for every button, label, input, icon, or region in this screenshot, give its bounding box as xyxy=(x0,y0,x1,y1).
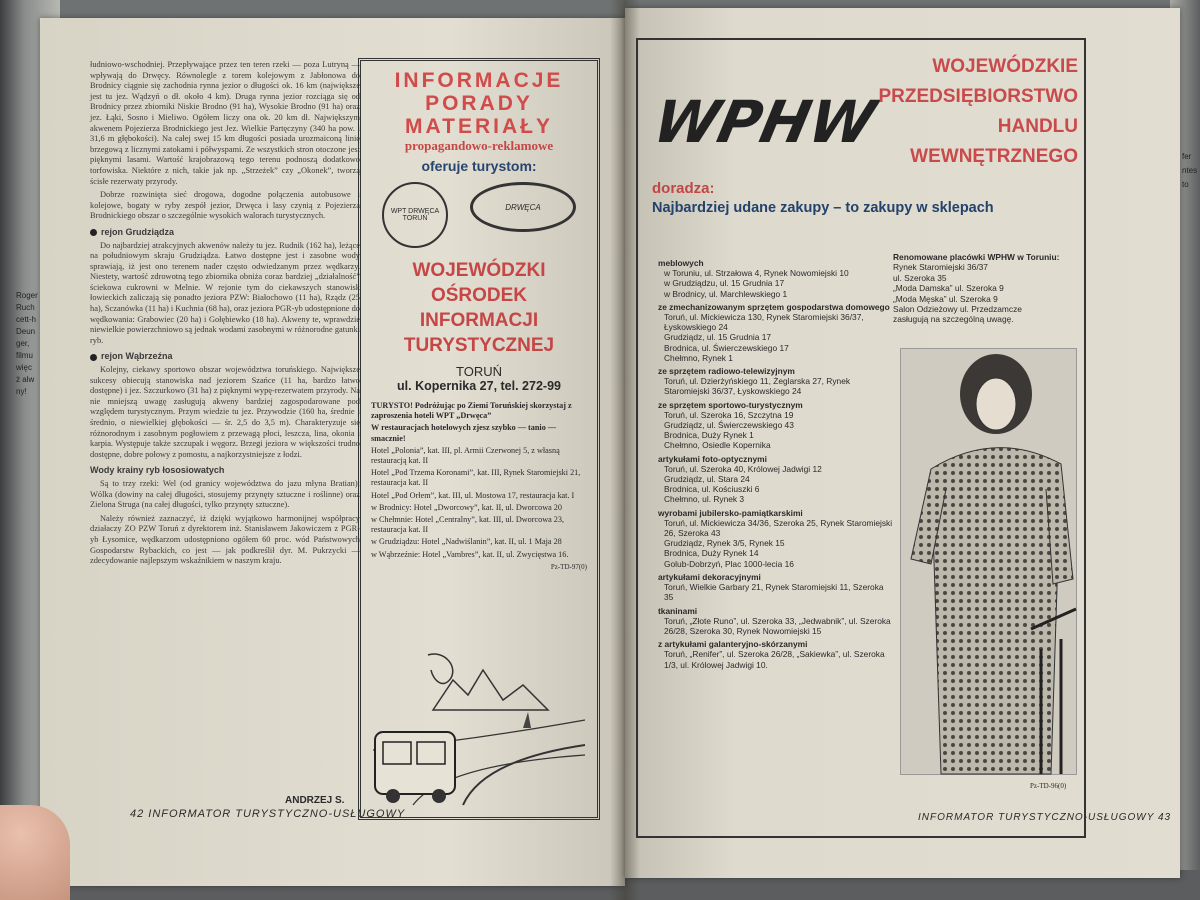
ad-logos xyxy=(371,182,587,248)
article-paragraph: Do najbardziej atrakcyjnych akwenów należy tu jez. Rudnik (162 ha), leżące na południowym skraju Grudziądza. Łatwo dostępne jest i zasobne wody sprawiają, iż jest ono terenem nader często odwiedzanym przez wędkarzy. Niestety, wartość zdrowotną tego zbiornika obniża coraz bardziej „działalność” ściekowa cukrowni w Melnie. W rejonie tym do ciekawszych stanowisk łowieckich zaliczają się ponadto jeziora PZW: Białochowo (11 ha), Rządz (25 ha), Sczanówka (11 ha) i Kuchnia (68 ha), oraz jeziora PGR-yb udostępnione do wędkowania: Grabowiec (20 ha) i Gołębiewko (18 ha). Akweny te, wprawdzie niewielkie powierzchniowo są jednak wodami zasobnymi w różnorodne gatunki ryb. xyxy=(90,240,360,345)
ad-offer: oferuje turystom: xyxy=(421,158,537,174)
section-heading: rejon Grudziądza xyxy=(90,227,360,238)
wphw-advertisement xyxy=(636,38,1086,838)
article-paragraph: Należy również zaznaczyć, iż dzięki wyjątkowo harmonijnej współpracy działaczy ZO PZW Toruń z dyrektorem inż. Stanisławem Jakowiczem z PGR-yb Łysomice, wędkarzom udostępniono ogółem 60 proc. wód Państwowych Gospodarstw Rybackich, co jest — jak podkreślił dyr. M. Pukrzycki — zdecydowanie najlepszym wskaźnikiem w naszym kraju. xyxy=(90,513,360,566)
wphw-logo xyxy=(647,80,882,160)
fashion-illustration xyxy=(900,348,1077,775)
article-paragraph: Kolejny, ciekawy sportowo obszar województwa toruńskiego. Największe sukcesy obiecują stanowiska nad jeziorem Szańce (11 ha, bardzo łatwo dostępne) i jez. Szczurkowo (31 ha) z pięknymi wypę-rezerwatem przyrody. Na nie mniejszą uwagę zasługują akweny bardziej zagospodarowane pod względem turystycznym. Przym wiedzie tu jez. Przywodzie (160 ha, średnie i średnio, o niewielkiej głębokości — śr. 2,5 do 3,5 m). Charakteryzuje się różnorodnym i zasobnym pogłowiem z przewagą płoci, leszcza, lina, okonia i karpia. Występuje także szczupak i węgorz. Brzegi jeziora w większości trudno dostępne, dobre połowy z pomostu, a najkorzystniejsze z łodzi. xyxy=(90,365,360,459)
company-name: WOJEWÓDZKIE PRZEDSIĘBIORSTWO HANDLU WEWNĘTRZNEGO xyxy=(878,56,1078,167)
page-footer-left: 42 INFORMATOR TURYSTYCZNO-USŁUGOWY xyxy=(130,808,406,820)
ad-code: Pz-TD-96(0) xyxy=(1030,782,1067,790)
office-city: TORUŃ xyxy=(456,364,502,379)
toruń-shops: Renomowane placówki WPHW w Toruniu: Rynek Staromiejski 36/37 ul. Szeroka 35 „Moda Damska” ul. Szeroka 9 „Moda Męska” ul. Szeroka 9 Salon Odzieżowy ul. Przedzamcze zasługują na szczególną uwagę. xyxy=(893,252,1060,325)
right-edge-text: fer ntes to xyxy=(1182,152,1198,189)
left-edge-text: Roger Ruch cett-h Deun ger, filmu więc ż alw ny! xyxy=(16,291,38,396)
wpt-advertisement xyxy=(358,58,600,820)
section-heading: Wody krainy ryb łososiowatych xyxy=(90,465,225,476)
ad-headline: INFORMACJE PORADY MATERIAŁY xyxy=(394,69,564,138)
page-footer-right: INFORMATOR TURYSTYCZNO-USŁUGOWY 43 xyxy=(918,812,1172,823)
article-column xyxy=(90,60,360,570)
bus-landscape-illustration xyxy=(373,650,585,805)
office-name: WOJEWÓDZKI OŚRODEK INFORMACJI TURYSTYCZNEJ xyxy=(403,260,555,356)
slogan: Najbardziej udane zakupy – to zakupy w sklepach xyxy=(652,200,994,216)
author-signature: ANDRZEJ S. xyxy=(285,795,345,806)
drweca-logo: DRWĘCA xyxy=(470,182,576,232)
advises-label: doradza: xyxy=(652,180,715,197)
bullet-icon xyxy=(90,354,97,361)
store-categories: meblowych w Toruniu, ul. Strzałowa 4, Rynek Nowomiejski 10 w Grudziądzu, ul. 15 Grudnia 17 w Brodnicy, ul. Marchlewskiego 1 ze zmechanizowanym sprzętem gospodarstwa domowego Toruń, ul. Mickiewicza 130, Rynek Staromiejski 36/37, Łyskowskiego 24 Grudziądz, ul. 15 Grudnia 17 Brodnica, ul. Świerczewskiego 17 Chełmno, Rynek 1 ze sprzętem radiowo-telewizyjnym Toruń, ul. Dzierżyńskiego 11, Żeglarska 27, Rynek Staromiejski 36/37, Łyskowskiego 24 ze sprzętem sportowo-turystycznym Toruń, ul. Szeroka 16, Szczytna 19 Grudziądz, ul. Świerczewskiego 43 Brodnica, Duży Rynek 1 Chełmno, Osiedle Kopernika artykułami foto-optycznymi Toruń, ul. Szeroka 40, Królowej Jadwigi 12 Grudziądz, ul. Stara 24 Brodnica, ul. Kościuszki 6 Chełmno, ul. Rynek 3 wyrobami jubilersko-pamiątkarskimi Toruń, ul. Mickiewicza 34/36, Szeroka 25, Rynek Staromiejski 26, Szeroka 43 Grudziądz, Rynek 3/5, Rynek 15 Brodnica, Duży Rynek 14 Golub-Dobrzyń, Plac 1000-lecia 16 artykułami dekoracyjnymi Toruń, Wielkie Garbary 21, Rynek Staromiejski 11, Szeroka 35 tkaninami Toruń, „Złote Runo”, ul. Szeroka 33, „Jedwabnik”, ul. Szeroka 26/28, Szeroka 30, Rynek Nowomiejski 15 z artykułami galanteryjno-skórzanymi Toruń, „Renifer”, ul. Szeroka 26/28, „Sakiewka”, ul. Szeroka 1/3, ul. Królowej Jadwigi 10. xyxy=(658,258,893,670)
article-paragraph: łudniowo-wschodniej. Przepływające przez ten teren rzeki — poza Lutryną — wpływają do Drwęcy. Równolegle z torem kolejowym z Jabłonowa do Brodnicy ciągnie się zachodnia rynna jezior o długości ok. 16 km (największe jest tu jez. Wądzyń o dł. około 4 km). Druga rynna jezior rozciąga się od Brodnicy przez zbiorniki Niskie Brodno (91 ha), Wysokie Brodno (91 ha) oraz jez. Łąki, Sosno i Mieliwo. Ogółem liczy ona ok. 20 km dł. Największym akwenem Pojezierza Brodnickiego jest Jez. Wielkie Partęczyny (340 ha pow. i 31,6 m głębokości). Na całej swej 15 km długości posiada urozmaiconą linię brzegową z licznymi zatokami i półwyspami. Ze wszystkich stron otoczone jest pięknymi lasami. Wartość krajobrazową tego terenu podnoszą dodatkowo torfowiska. Niektóre z nich, takie jak np. „Strzeżek” czy „Okonek”, tworzą ścisłe rezerwaty przyrody. xyxy=(90,60,360,186)
ad-subline: propagandowo-reklamowe xyxy=(404,138,554,153)
article-paragraph: Dobrze rozwinięta sieć drogowa, dogodne połączenia autobusowe i kolejowe, bogaty w ryby zespół jezior, Drwęca i lasy czynią z Pojezierza Brodnickiego obszar o szczególnie wysokich walorach turystycznych. xyxy=(90,190,360,221)
wpt-logo: WPT DRWĘCA TORUŃ xyxy=(382,182,448,248)
thumb xyxy=(0,805,70,900)
hotel-list: TURYSTO! Podróżując po Ziemi Toruńskiej skorzystaj z zaproszenia hoteli WPT „Drwęca” W restauracjach hotelowych zjesz szybko — tanio — smacznie! Hotel „Polonia”, kat. III, pl. Armii Czerwonej 5, z własną restauracją kat. II Hotel „Pod Trzema Koronami”, kat. III, Rynek Staromiejski 21, restauracja kat. II Hotel „Pod Orłem”, kat. III, ul. Mostowa 17, restauracja kat. I w Brodnicy: Hotel „Dworcowy”, kat. II, ul. Dworcowa 20 w Chełmnie: Hotel „Centralny”, kat. III, ul. Dworcowa 23, restauracja kat. II w Grudziądzu: Hotel „Nadwiślanin”, kat. II, ul. 1 Maja 28 w Wąbrzeźnie: Hotel „Vambres”, kat. II, ul. Zwycięstwa 16. Pz-TD-97(0) xyxy=(371,401,587,571)
office-address: ul. Kopernika 27, tel. 272-99 xyxy=(397,379,561,393)
article-paragraph: Są to trzy rzeki: Wel (od granicy województwa do jazu młyna Bratian); Wólka (dowiny na całej długości, stosujemy przynęty sztuczne i roślinne) oraz Zielona Struga (na całej długości, tylko przynęty sztuczne). xyxy=(90,478,360,510)
bullet-icon xyxy=(90,229,97,236)
svg-text:WPHW: WPHW xyxy=(647,88,882,156)
section-heading: rejon Wąbrzeźna xyxy=(90,351,360,362)
